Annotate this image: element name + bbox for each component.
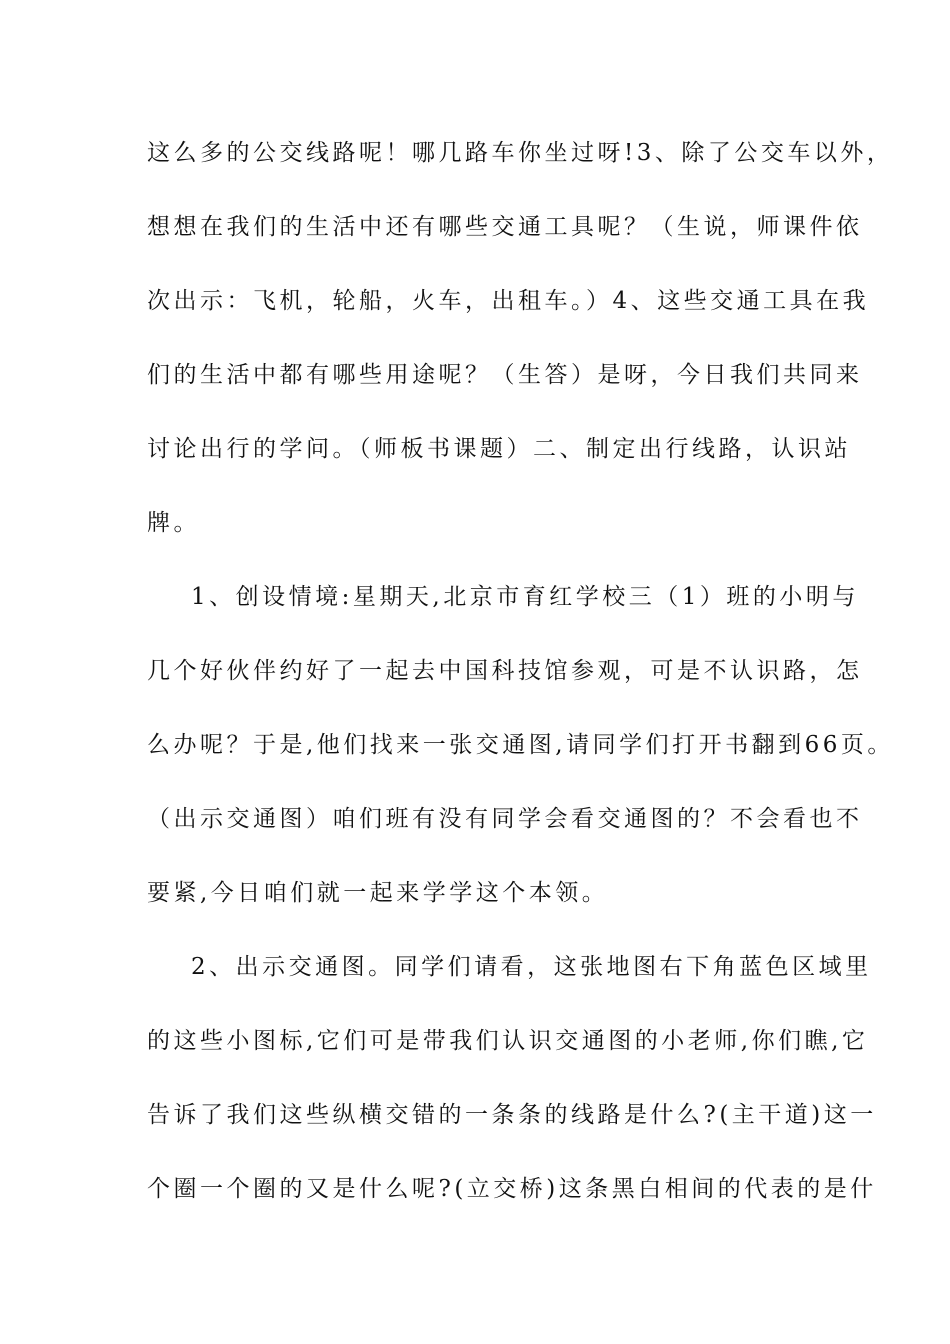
text-line-15: 个圈一个圈的又是什么呢?(立交桥)这条黑白相间的代表的是什 [147,1176,877,1202]
text-line-12: 2、出示交通图。同学们请看，这张地图右下角蓝色区域里 [191,954,872,980]
text-line-7: 1、创设情境:星期天,北京市育红学校三（1）班的小明与 [191,584,859,610]
text-line-6: 牌。 [147,510,200,536]
text-line-4: 们的生活中都有哪些用途呢？（生答）是呀，今日我们共同来 [147,362,863,388]
text-line-13: 的这些小图标,它们可是带我们认识交通图的小老师,你们瞧,它 [147,1028,869,1054]
text-line-14: 告诉了我们这些纵横交错的一条条的线路是什么?(主干道)这一 [147,1102,877,1128]
text-line-8: 几个好伙伴约好了一起去中国科技馆参观，可是不认识路，怎 [147,658,863,684]
text-line-10: （出示交通图）咱们班有没有同学会看交通图的？不会看也不 [147,806,863,832]
text-line-11: 要紧,今日咱们就一起来学学这个本领。 [147,880,609,906]
text-line-2: 想想在我们的生活中还有哪些交通工具呢？（生说，师课件依 [147,214,863,240]
text-line-1: 这么多的公交线路呢！哪几路车你坐过呀!3、除了公交车以外， [147,140,894,166]
text-line-3: 次出示：飞机，轮船，火车，出租车。）4、这些交通工具在我 [147,288,870,314]
text-line-9: 么办呢？于是,他们找来一张交通图,请同学们打开书翻到66页。 [147,732,894,758]
text-line-5: 讨论出行的学问。（师板书课题）二、制定出行线路，认识站 [147,436,851,462]
